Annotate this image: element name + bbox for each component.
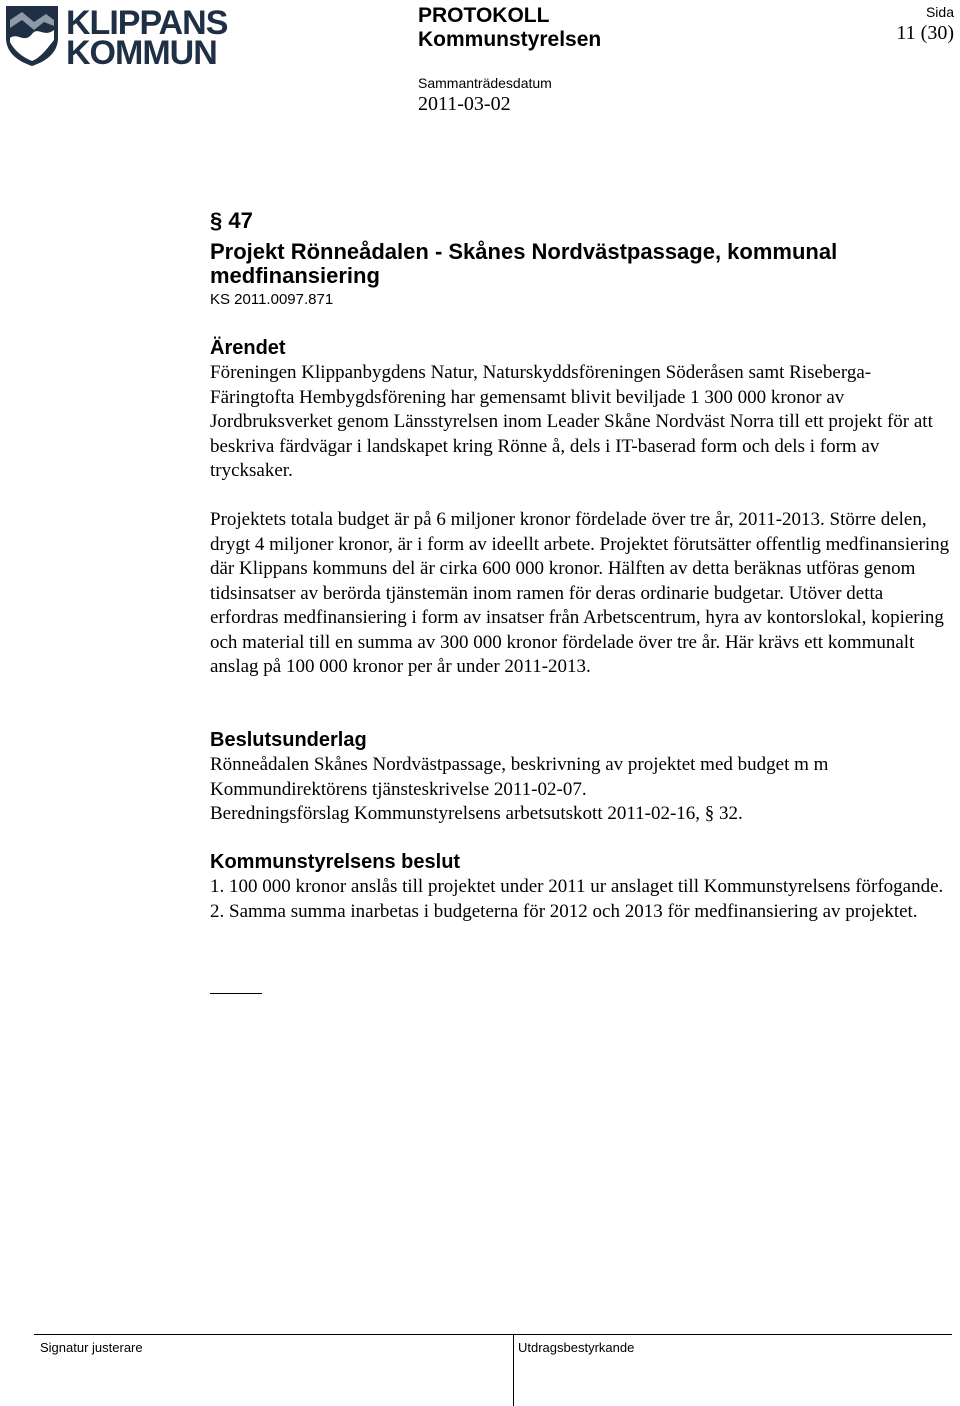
page-label: Sida [925, 4, 954, 20]
beslutsunderlag-list [210, 753, 955, 827]
heading-arendet: Ärendet [210, 337, 286, 359]
logo-text-line2: KOMMUN [66, 34, 217, 72]
list-item: Kommundirektörens tjänsteskrivelse 2011-02-07. [210, 778, 587, 800]
logo-text-line1: KLIPPANS [66, 4, 228, 42]
committee-name: Kommunstyrelsen [418, 28, 602, 51]
beslut-list [210, 875, 955, 924]
klippan-logo [4, 4, 228, 72]
case-number: KS 2011.0097.871 [210, 291, 334, 308]
paragraph-text: Projektets totala budget är på 6 miljoner kronor fördelade över tre år, 2011-2013. Större delen, drygt 4 miljoner kronor, är i form av ideellt arbete. Projektet förutsätter offentlig medfinansiering där Klippans kommuns del är cirka 600 000 kronor. Hälften av detta beräknas utföras genom tidsinsatser av berörda tjänstemän inom ramen för deras ordinarie budgetar. Utöver detta erfordras medfinansiering i form av insatser från Arbetscentrum, hyra av kontorslokal, kopiering och material till en summa av 300 000 kronor fördelade över tre år. Här krävs ett kommunalt anslag på 100 000 kronor per år under 2011-2013. [210, 509, 950, 677]
coat-of-arms-icon [4, 4, 60, 66]
extract-label: Utdragsbestyrkande [518, 1340, 635, 1355]
heading-kommunstyrelsens-beslut: Kommunstyrelsens beslut [210, 851, 461, 873]
section-number: § 47 [210, 208, 253, 233]
heading-beslutsunderlag: Beslutsunderlag [210, 729, 367, 751]
page-number: 11 (30) [896, 22, 954, 44]
list-item: Beredningsförslag Kommunstyrelsens arbetsutskott 2011-02-16, § 32. [210, 803, 743, 824]
end-rule [210, 993, 262, 994]
signature-label: Signatur justerare [40, 1340, 143, 1355]
arendet-paragraph-2 [210, 508, 955, 680]
footer-rule [34, 1334, 952, 1335]
meeting-date-value: 2011-03-02 [418, 93, 511, 115]
paragraph-text: Föreningen Klippanbygdens Natur, Naturskyddsföreningen Söderåsen samt Riseberga-Färingtofta Hembygdsförening har gemensamt blivit beviljade 1 300 000 kronor av Jordbruksverket genom Länsstyrelsen inom Leader Skåne Nordväst Norra till ett projekt för att beskriva färdvägar i landskapet kring Rönne å, dels i IT-baserad form och dels i form av trycksaker. [210, 362, 933, 481]
section-title: Projekt Rönneådalen - Skånes Nordvästpassage, kommunal medfinansiering [210, 239, 838, 288]
list-item: 2. Samma summa inarbetas i budgeterna för 2012 och 2013 för medfinansiering av projektet. [210, 900, 918, 922]
arendet-paragraph-1 [210, 361, 955, 484]
meeting-date-label: Sammanträdesdatum [418, 75, 552, 91]
document-type: PROTOKOLL [418, 4, 550, 27]
list-item: 1. 100 000 kronor anslås till projektet under 2011 ur anslaget till Kommunstyrelsens förfogande. [210, 876, 944, 897]
footer-divider [513, 1334, 514, 1406]
list-item: Rönneådalen Skånes Nordvästpassage, beskrivning av projektet med budget m m [210, 754, 829, 775]
